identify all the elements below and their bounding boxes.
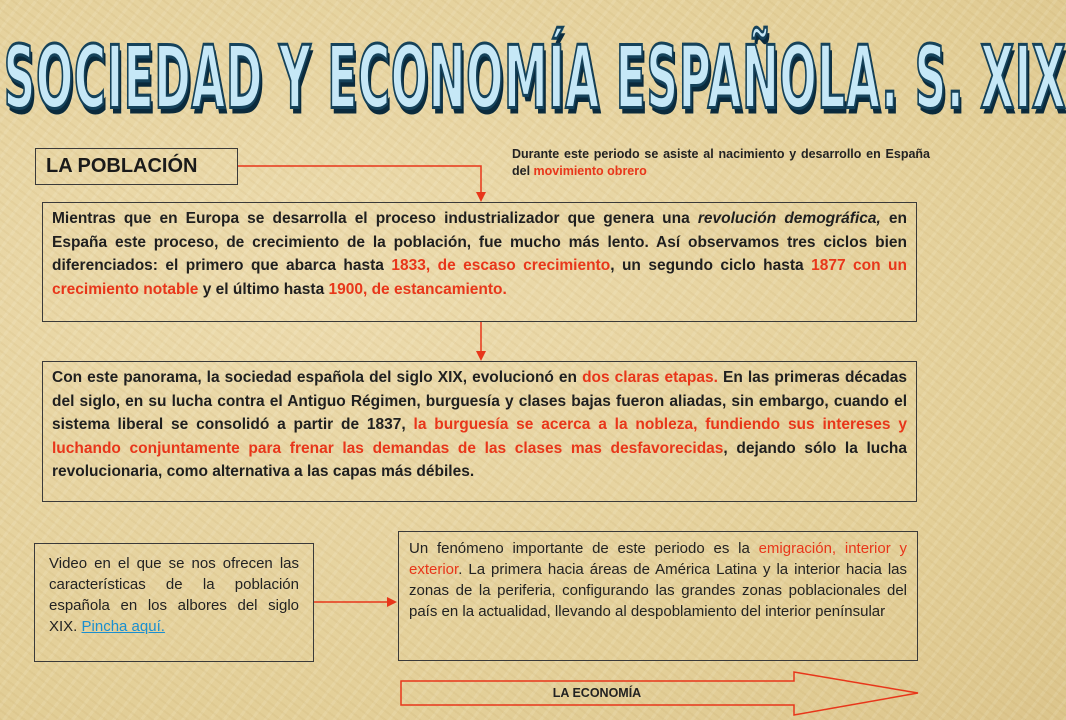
p1-highlight-1877: 1877 con un crecimiento notable [52, 257, 907, 298]
paragraph-to-paragraph-arrow-icon [476, 322, 486, 361]
video-to-emigracion-arrow-icon [314, 597, 397, 607]
p1-text-c: en España este proceso, de crecimiento de la población, fue mucho más lento. Así observamos tres ciclos bien diferenciados: el primero que abarca hasta [52, 210, 907, 274]
poblacion-to-paragraph-arrow-icon [238, 166, 486, 202]
p1-highlight-1900: 1900, de estancamiento. [328, 280, 507, 298]
note-text: Durante este periodo se asiste al nacimiento y desarrollo en España del [512, 147, 930, 178]
p1-text-g: y el último hasta [198, 280, 329, 298]
p1-text-e: , un segundo ciclo hasta [610, 257, 812, 274]
emig-text-a: Un fenómeno importante de este periodo es la [409, 540, 759, 557]
note-highlight: movimiento obrero [533, 164, 647, 178]
economia-label: LA ECONOMÍA [552, 686, 642, 700]
p2-highlight-burguesia: la burguesía se acerca a la nobleza, fundiendo sus intereses y luchando conjuntamente para frenar las demandas de las clases mas desfavorecidas [52, 416, 907, 457]
emig-text-d: r [880, 603, 886, 620]
p2-highlight-etapas: dos claras etapas. [582, 369, 718, 386]
emig-highlight: emigración, interior y exterior [409, 540, 907, 578]
p2-text-e: , dejando sólo la lucha revolucionaria, como alternativa a las capas más débiles. [52, 439, 907, 480]
p1-highlight-1833: 1833, de escaso crecimiento [391, 257, 611, 274]
p1-text-b: revolución demográfica, [697, 210, 881, 227]
emig-text-c: . La primera hacia áreas de América Latina y la interior hacia las zonas de la periferia, configurando las grandes zonas poblacionales del país en la actualidad, llevando al despoblamiento del interior península [409, 561, 907, 620]
p2-text-a: Con este panorama, la sociedad española del siglo XIX, evolucionó en [52, 369, 583, 386]
section-label-poblacion: LA POBLACIÓN [35, 148, 238, 185]
video-link[interactable]: Pincha aquí. [81, 618, 165, 635]
p2-text-c: En las primeras décadas del siglo, en su lucha contra el Antiguo Régimen, burguesía y clases bajas fueron aliadas, sin embargo, cuando el sistema liberal se consolidó a partir de 1837, [52, 369, 907, 433]
p1-text-a: Mientras que en Europa se desarrolla el proceso industrializador que genera una [52, 210, 698, 227]
video-text: Video en el que se nos ofrecen las características de la población española en los albores del siglo XIX. [49, 555, 299, 635]
page-title: SOCIEDAD Y ECONOMÍA ESPAÑOLA. S. XIX [3, 27, 1066, 129]
economia-next-button[interactable] [400, 671, 920, 716]
